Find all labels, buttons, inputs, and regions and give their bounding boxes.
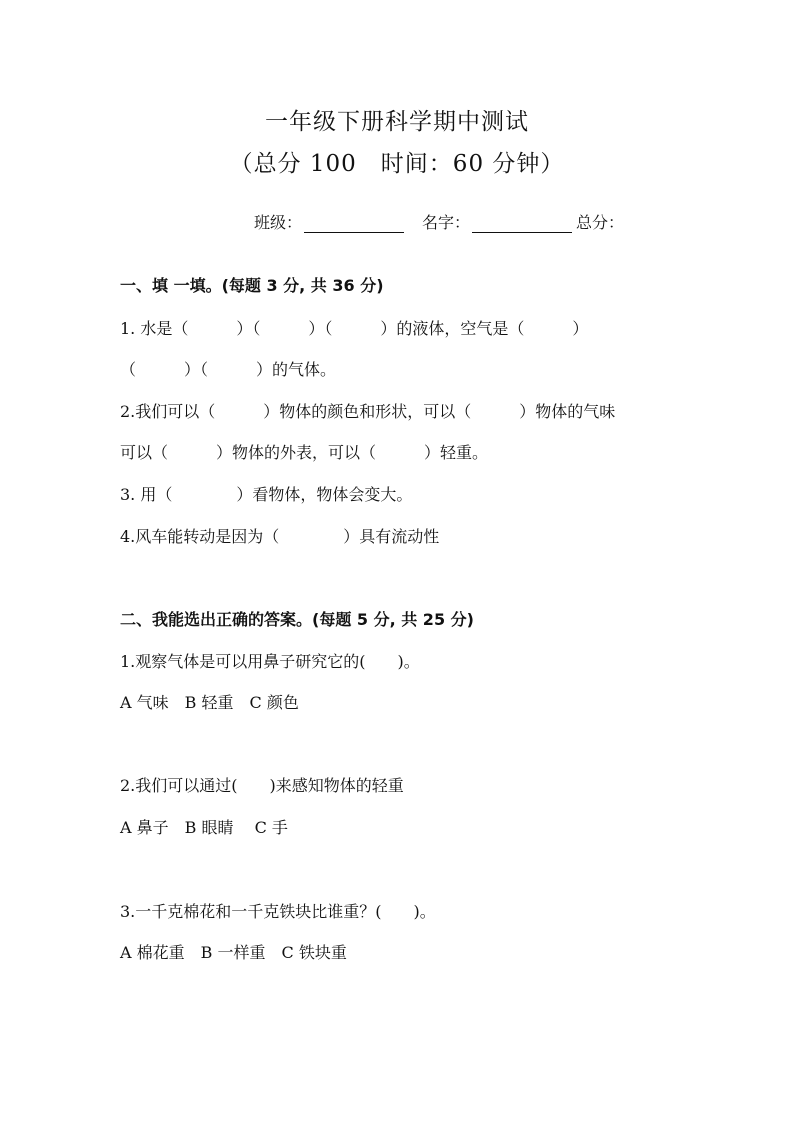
section-1-heading: 一、填 一填。(每题 3 分, 共 36 分) bbox=[120, 276, 384, 295]
question-3-options: A 棉花重 B 一样重 C 铁块重 bbox=[120, 943, 347, 962]
section-1-line: 1. 水是（ ）（ ）（ ）的液体，空气是（ ） bbox=[120, 319, 589, 338]
student-info-row bbox=[254, 210, 624, 233]
section-1-line: 2.我们可以（ ）物体的颜色和形状，可以（ ）物体的气味 bbox=[120, 402, 616, 421]
section-1-line: 3. 用（ ）看物体，物体会变大。 bbox=[120, 485, 413, 504]
page-subtitle: （总分 100 时间：60 分钟） bbox=[229, 151, 565, 177]
section-1-line: 4.风车能转动是因为（ ）具有流动性 bbox=[120, 527, 440, 546]
name-label: 名字： bbox=[422, 213, 471, 232]
class-blank[interactable] bbox=[304, 214, 404, 233]
class-label: 班级： bbox=[254, 213, 303, 232]
section-1-line: （ ）（ ）的气体。 bbox=[120, 360, 337, 379]
question-2-options: A 鼻子 B 眼睛 C 手 bbox=[120, 818, 288, 837]
question-2: 2.我们可以通过( )来感知物体的轻重 bbox=[120, 776, 404, 795]
question-3: 3.一千克棉花和一千克铁块比谁重？( )。 bbox=[120, 902, 436, 921]
question-1-options: A 气味 B 轻重 C 颜色 bbox=[120, 693, 299, 712]
name-blank[interactable] bbox=[472, 214, 572, 233]
section-1-line: 可以（ ）物体的外表，可以（ ）轻重。 bbox=[120, 443, 489, 462]
question-1: 1.观察气体是可以用鼻子研究它的( )。 bbox=[120, 652, 420, 671]
section-2-heading: 二、我能选出正确的答案。(每题 5 分, 共 25 分) bbox=[120, 610, 474, 629]
score-label: 总分： bbox=[576, 213, 625, 232]
page-title: 一年级下册科学期中测试 bbox=[265, 109, 529, 135]
